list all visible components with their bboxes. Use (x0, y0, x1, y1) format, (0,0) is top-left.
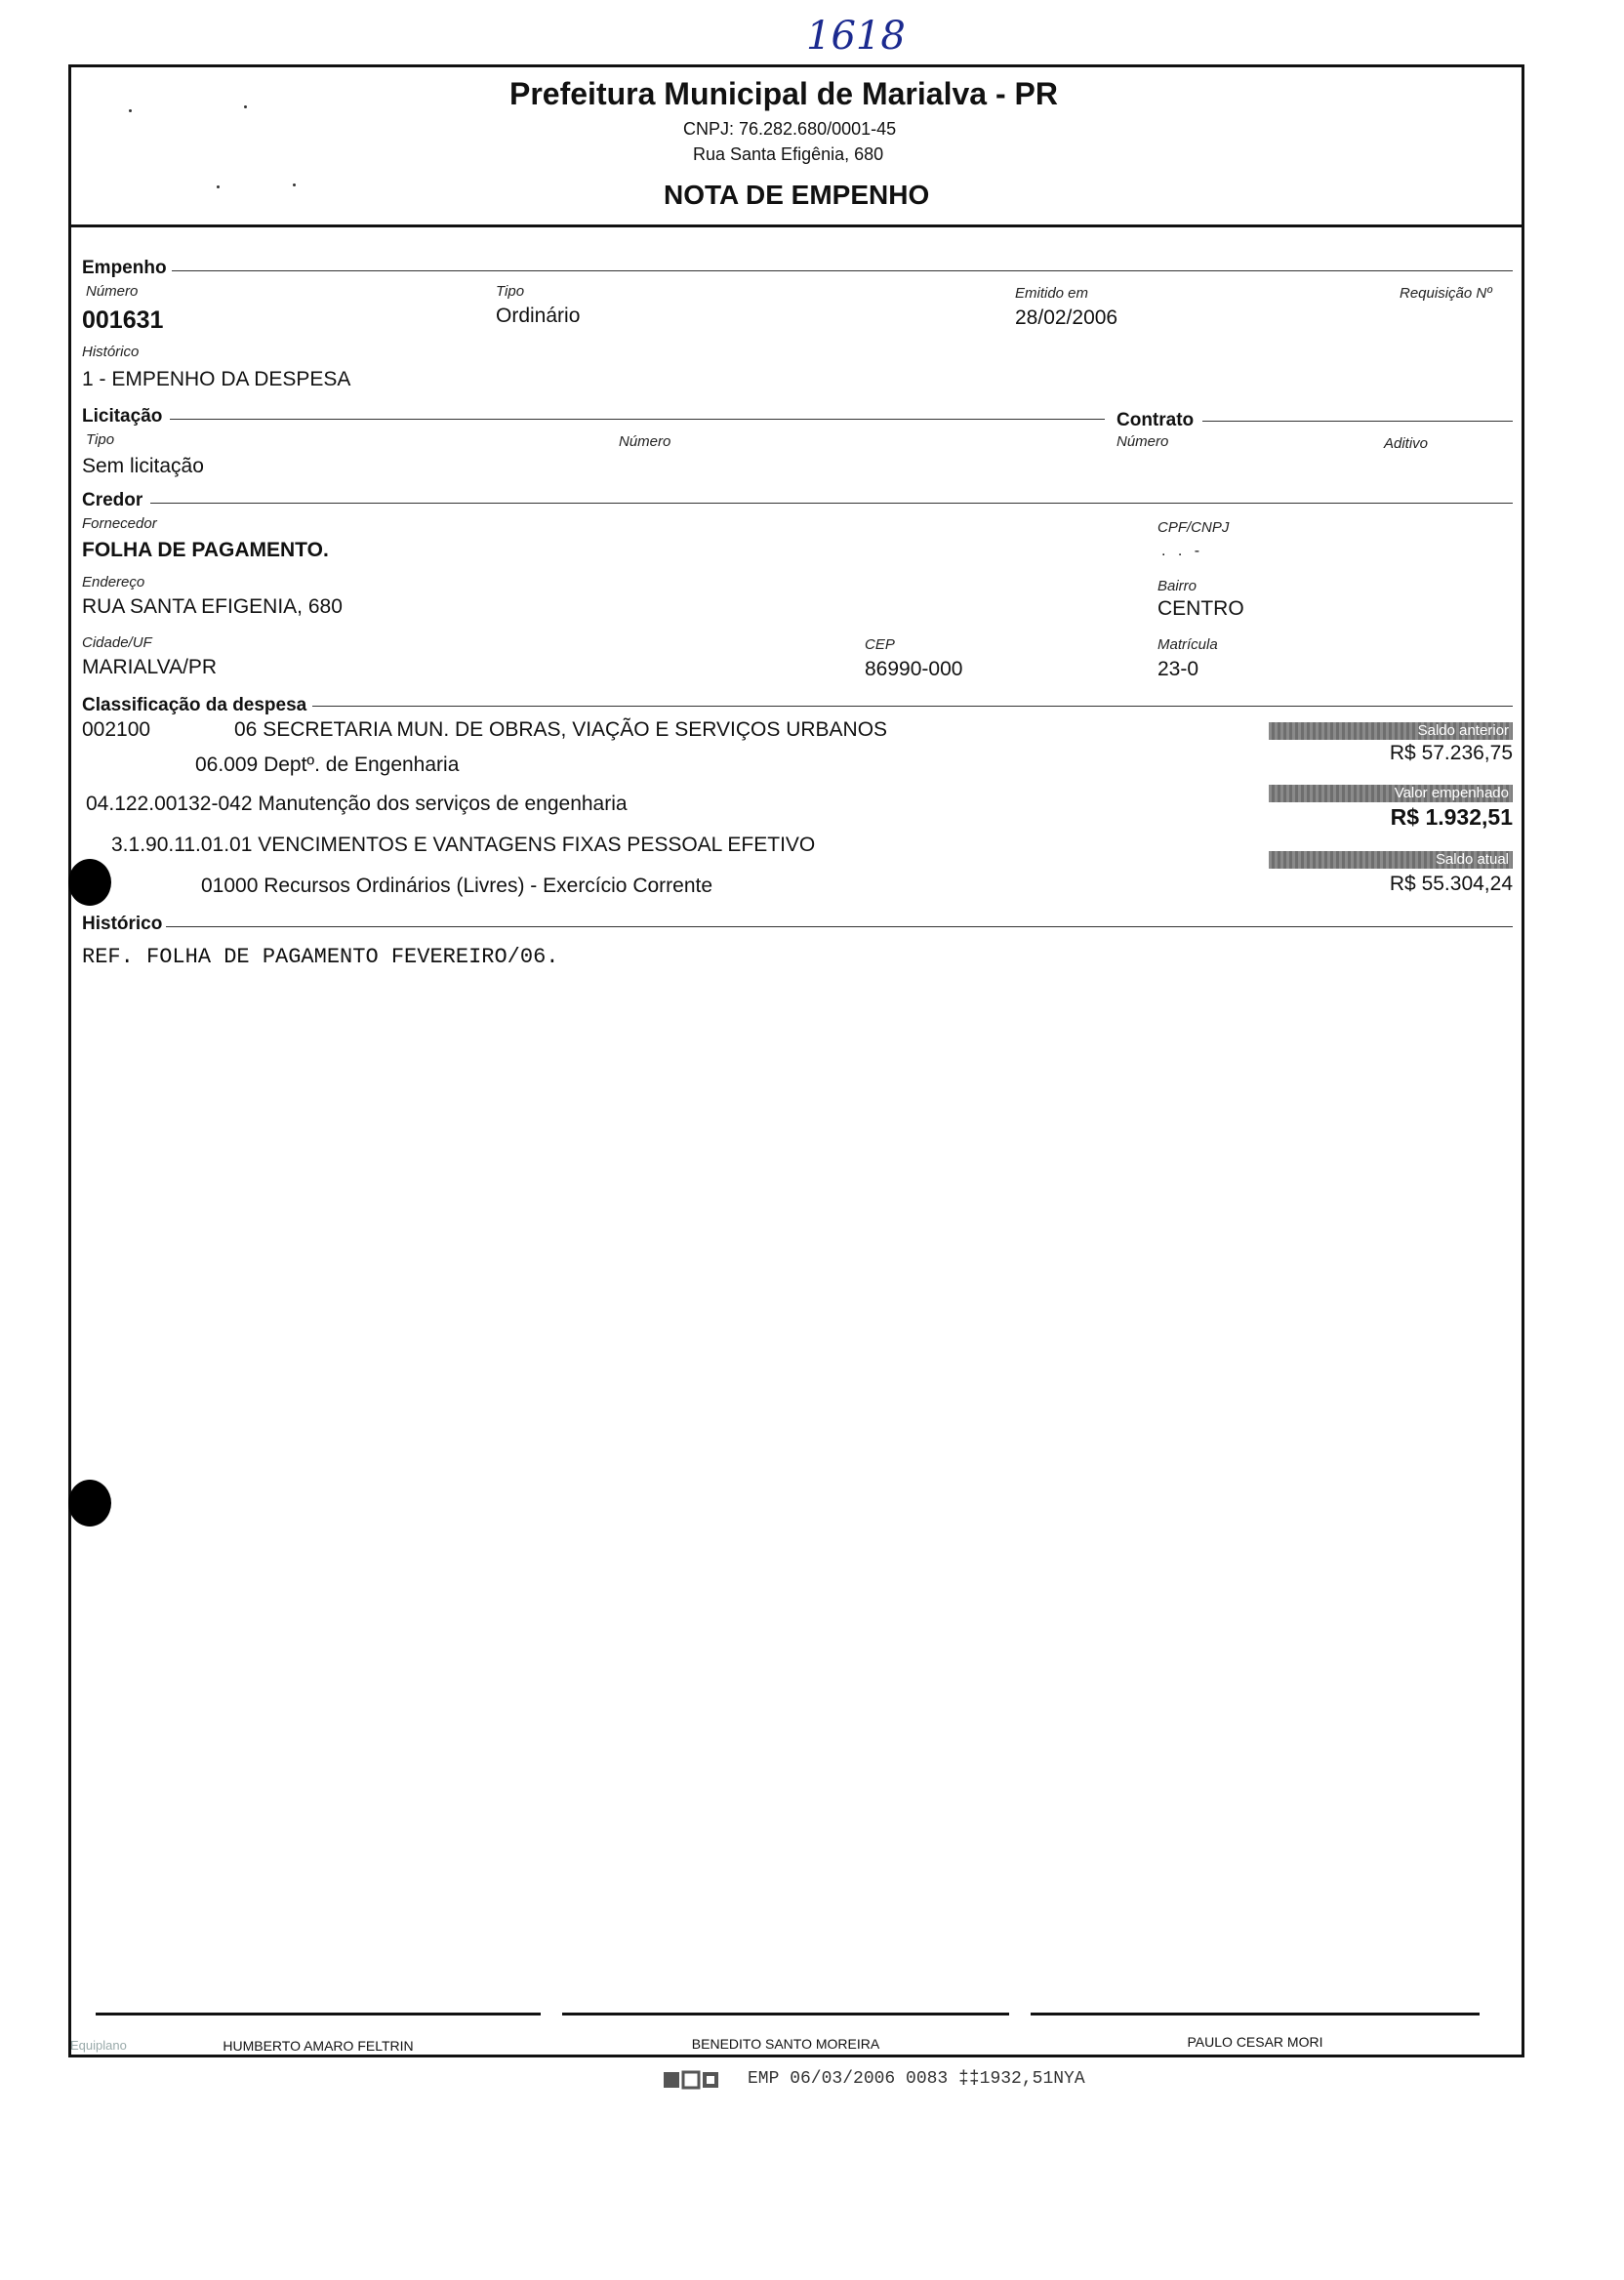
licitacao-tipo: Sem licitação (82, 455, 204, 477)
section-credor: Credor (82, 490, 143, 510)
label-licitacao-numero: Número (619, 433, 671, 450)
section-contrato: Contrato (1116, 410, 1195, 430)
empenho-numero: 001631 (82, 306, 164, 334)
section-licitacao: Licitação (82, 406, 163, 427)
section-rule (150, 503, 1513, 504)
punch-hole (68, 1480, 111, 1527)
section-rule (1202, 421, 1513, 422)
scan-speck (217, 185, 220, 188)
section-historico: Histórico (82, 914, 163, 934)
label-emitido: Emitido em (1015, 285, 1089, 302)
historico-text: REF. FOLHA DE PAGAMENTO FEVEREIRO/06. (82, 945, 559, 969)
scan-speck (129, 109, 132, 112)
label-tipo: Tipo (496, 283, 525, 300)
credor-fornecedor: FOLHA DE PAGAMENTO. (82, 539, 329, 561)
section-rule (170, 419, 1105, 420)
saldo-anterior-value: R$ 57.236,75 (1389, 742, 1513, 764)
label-cidade: Cidade/UF (82, 634, 152, 651)
label-aditivo: Aditivo (1384, 435, 1429, 452)
org-cnpj: CNPJ: 76.282.680/0001-45 (683, 119, 897, 139)
signature-line (1031, 2013, 1480, 2015)
saldo-atual-value: R$ 55.304,24 (1389, 873, 1513, 895)
label-cpf-cnpj: CPF/CNPJ (1157, 519, 1230, 536)
label-requisicao: Requisição Nº (1400, 285, 1492, 302)
empenho-tipo: Ordinário (496, 305, 581, 327)
bottom-stamp: EMP 06/03/2006 0083 ‡‡1932,51ΝΥΑ (748, 2069, 1085, 2089)
document-title: NOTA DE EMPENHO (664, 180, 930, 210)
label-cep: CEP (865, 636, 895, 653)
header-separator (68, 224, 1524, 227)
label-endereco: Endereço (82, 574, 145, 590)
label-contrato-numero: Número (1116, 433, 1169, 450)
signature-name: BENEDITO SANTO MOREIRA (691, 2036, 880, 2052)
valor-empenhado-bar: Valor empenhado (1269, 785, 1513, 802)
section-classificacao: Classificação da despesa (82, 695, 307, 715)
label-historico: Histórico (82, 344, 140, 360)
section-rule (172, 270, 1513, 271)
credor-cpf-cnpj: . . - (1161, 543, 1204, 559)
credor-cidade: MARIALVA/PR (82, 656, 218, 678)
org-address: Rua Santa Efigênia, 680 (693, 144, 884, 164)
scan-speck (293, 183, 296, 186)
label-fornecedor: Fornecedor (82, 515, 157, 532)
handwritten-page-number: 1618 (806, 14, 906, 59)
signature-name: HUMBERTO AMARO FELTRIN (223, 2038, 414, 2054)
stamp-logo-icon (664, 2069, 722, 2091)
scan-speck (244, 105, 247, 108)
section-rule (312, 706, 1513, 707)
signature-line (562, 2013, 1009, 2015)
label-licitacao-tipo: Tipo (86, 431, 115, 448)
classificacao-funcional: 04.122.00132-042 Manutenção dos serviços de engenharia (86, 793, 628, 815)
credor-cep: 86990-000 (865, 658, 963, 680)
software-watermark: Equiplano (70, 2038, 127, 2053)
punch-hole (68, 859, 111, 906)
signature-line (96, 2013, 541, 2015)
classificacao-orgao: 06 SECRETARIA MUN. DE OBRAS, VIAÇÃO E SERVIÇOS URBANOS (234, 718, 888, 741)
org-title: Prefeitura Municipal de Marialva - PR (509, 76, 1058, 111)
signature-name: PAULO CESAR MORI (1187, 2034, 1323, 2050)
label-matricula: Matrícula (1157, 636, 1218, 653)
saldo-atual-bar: Saldo atual (1269, 851, 1513, 869)
classificacao-elemento: 3.1.90.11.01.01 VENCIMENTOS E VANTAGENS FIXAS PESSOAL EFETIVO (111, 834, 816, 856)
valor-empenhado-value: R$ 1.932,51 (1390, 804, 1513, 830)
credor-matricula: 23-0 (1157, 658, 1199, 680)
label-numero: Número (86, 283, 139, 300)
label-bairro: Bairro (1157, 578, 1198, 594)
section-rule (166, 926, 1513, 927)
classificacao-code: 002100 (82, 718, 151, 741)
empenho-historico: 1 - EMPENHO DA DESPESA (82, 368, 351, 390)
document-frame (68, 64, 1524, 2057)
credor-endereco: RUA SANTA EFIGENIA, 680 (82, 595, 343, 618)
classificacao-unidade: 06.009 Deptº. de Engenharia (195, 753, 460, 776)
classificacao-recurso: 01000 Recursos Ordinários (Livres) - Exercício Corrente (201, 875, 713, 897)
credor-bairro: CENTRO (1157, 597, 1244, 620)
saldo-anterior-bar: Saldo anterior (1269, 722, 1513, 740)
section-empenho: Empenho (82, 258, 167, 278)
empenho-emitido-date: 28/02/2006 (1015, 306, 1118, 329)
